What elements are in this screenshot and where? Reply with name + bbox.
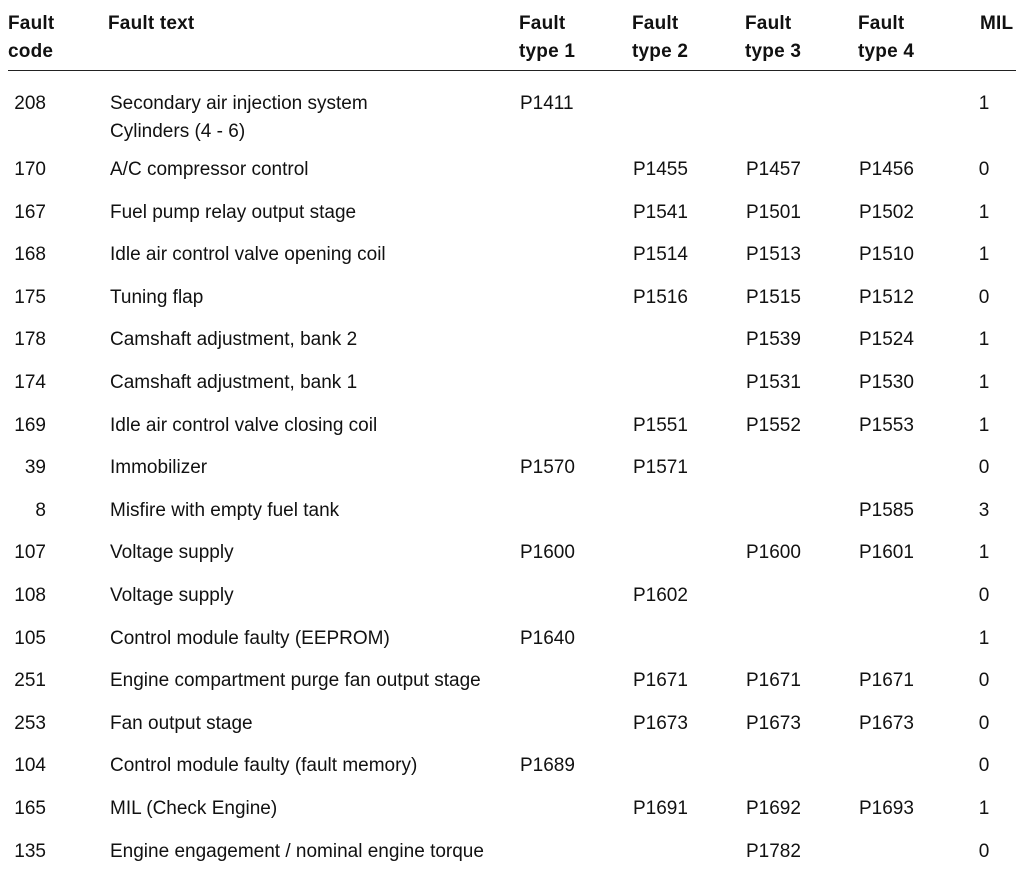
fault-code: 107 [14,542,46,564]
header-fault-type-4: Fault type 4 [858,13,915,62]
fault-type-2: P1541 [633,201,688,223]
mil-value: 0 [978,159,990,180]
fault-type-1: P1411 [520,93,574,114]
table-row [8,156,1016,199]
fault-text: Voltage supply [110,542,234,564]
table-row [8,752,1016,795]
table-row [8,539,1016,582]
fault-text-line-1: Secondary air injection system [110,93,368,114]
header-fault-type-2: Fault type 2 [632,13,689,62]
header-mil: MIL [980,13,1014,34]
fault-code: 135 [14,840,46,862]
header-fault-code: Fault code [8,13,55,62]
mil-value: 1 [978,201,990,223]
mil-value: 1 [978,542,990,564]
mil-value: 0 [978,670,990,692]
fault-type-3: P1673 [746,712,801,734]
fault-type-2: P1673 [633,712,688,734]
fault-code-table [8,8,1016,880]
fault-text: Fuel pump relay output stage [110,201,357,223]
table-row [8,241,1016,284]
table-row [8,369,1016,412]
table-row [8,838,1016,880]
table-row [8,454,1016,497]
table-row [8,795,1016,838]
mil-value: 1 [978,371,990,393]
fault-text [110,90,368,146]
fault-type-2: P1455 [633,159,688,180]
mil-value: 1 [978,244,990,266]
fault-type-4: P1524 [859,329,914,351]
fault-type-3: P1539 [746,329,801,351]
fault-code: 104 [14,755,46,777]
mil-value: 0 [978,712,990,734]
fault-text: A/C compressor control [110,159,309,180]
fault-text: Immobilizer [110,457,208,479]
fault-type-2: P1514 [633,244,688,266]
fault-type-3: P1457 [746,159,801,180]
fault-code: 253 [14,712,46,734]
fault-text: MIL (Check Engine) [110,797,278,819]
fault-type-3: P1692 [746,797,801,819]
table-body [8,90,1016,880]
fault-code: 208 [14,93,46,114]
mil-value: 0 [978,584,990,606]
fault-type-4: P1671 [859,670,914,692]
fault-type-2: P1602 [633,584,688,606]
table-row [8,90,1016,156]
header-fault-text: Fault text [108,13,195,34]
fault-type-3: P1531 [746,371,801,393]
fault-text: Control module faulty (EEPROM) [110,627,390,649]
fault-text: Tuning flap [110,286,204,308]
mil-value: 0 [978,755,990,777]
fault-type-3: P1501 [746,201,801,223]
fault-type-3: P1515 [746,286,801,308]
fault-text: Engine engagement / nominal engine torque [110,840,484,862]
fault-type-2: P1516 [633,286,688,308]
fault-text: Voltage supply [110,584,234,606]
table-row [8,625,1016,668]
fault-text: Camshaft adjustment, bank 2 [110,329,358,351]
fault-text: Idle air control valve opening coil [110,244,386,266]
mil-value: 0 [978,457,990,479]
fault-code: 170 [14,159,46,180]
fault-type-4: P1510 [859,244,914,266]
fault-code: 108 [14,584,46,606]
fault-code: 174 [14,371,46,393]
mil-value: 1 [978,414,990,436]
fault-code: 165 [14,797,46,819]
mil-value: 1 [978,329,990,351]
fault-type-3: P1782 [746,840,801,862]
fault-type-4: P1673 [859,712,914,734]
fault-text: Engine compartment purge fan output stage [110,670,481,692]
fault-type-2: P1571 [633,457,688,479]
fault-text: Idle air control valve closing coil [110,414,378,436]
table-row [8,582,1016,625]
header-fault-type-1: Fault type 1 [519,13,576,62]
fault-type-1: P1689 [520,755,575,777]
fault-type-3: P1552 [746,414,801,436]
mil-value: 1 [978,93,990,114]
table-row [8,710,1016,753]
table-row [8,284,1016,327]
fault-type-4: P1530 [859,371,914,393]
fault-text: Control module faulty (fault memory) [110,755,418,777]
fault-type-2: P1551 [633,414,688,436]
fault-code: 8 [35,499,46,521]
fault-text: Fan output stage [110,712,253,734]
fault-text: Misfire with empty fuel tank [110,499,340,521]
fault-type-4: P1456 [859,159,914,180]
fault-type-3: P1671 [746,670,801,692]
fault-type-4: P1512 [859,286,914,308]
table-row [8,497,1016,540]
header-fault-type-3: Fault type 3 [745,13,802,62]
table-row [8,412,1016,455]
fault-code: 178 [14,329,46,351]
fault-type-4: P1585 [859,499,914,521]
table-row [8,326,1016,369]
table-row [8,667,1016,710]
fault-type-1: P1600 [520,542,575,564]
fault-type-4: P1502 [859,201,914,223]
fault-type-4: P1693 [859,797,914,819]
fault-type-4: P1601 [859,542,914,564]
fault-code: 39 [24,457,46,479]
table-header [8,8,1016,71]
fault-type-4: P1553 [859,414,914,436]
fault-code: 167 [14,201,46,223]
mil-value: 0 [978,840,990,862]
fault-type-2: P1691 [633,797,688,819]
fault-type-2: P1671 [633,670,688,692]
fault-type-1: P1640 [520,627,575,649]
fault-code: 251 [14,670,46,692]
table-row [8,199,1016,242]
fault-type-3: P1513 [746,244,801,266]
mil-value: 1 [978,627,990,649]
fault-text-line-2: Cylinders (4 - 6) [110,121,246,142]
fault-type-1: P1570 [520,457,575,479]
mil-value: 1 [978,797,990,819]
mil-value: 3 [978,499,990,521]
fault-code: 168 [14,244,46,266]
fault-text: Camshaft adjustment, bank 1 [110,371,358,393]
mil-value: 0 [978,286,990,308]
fault-code: 169 [14,414,46,436]
fault-type-3: P1600 [746,542,801,564]
fault-code: 105 [14,627,46,649]
fault-code: 175 [14,286,46,308]
